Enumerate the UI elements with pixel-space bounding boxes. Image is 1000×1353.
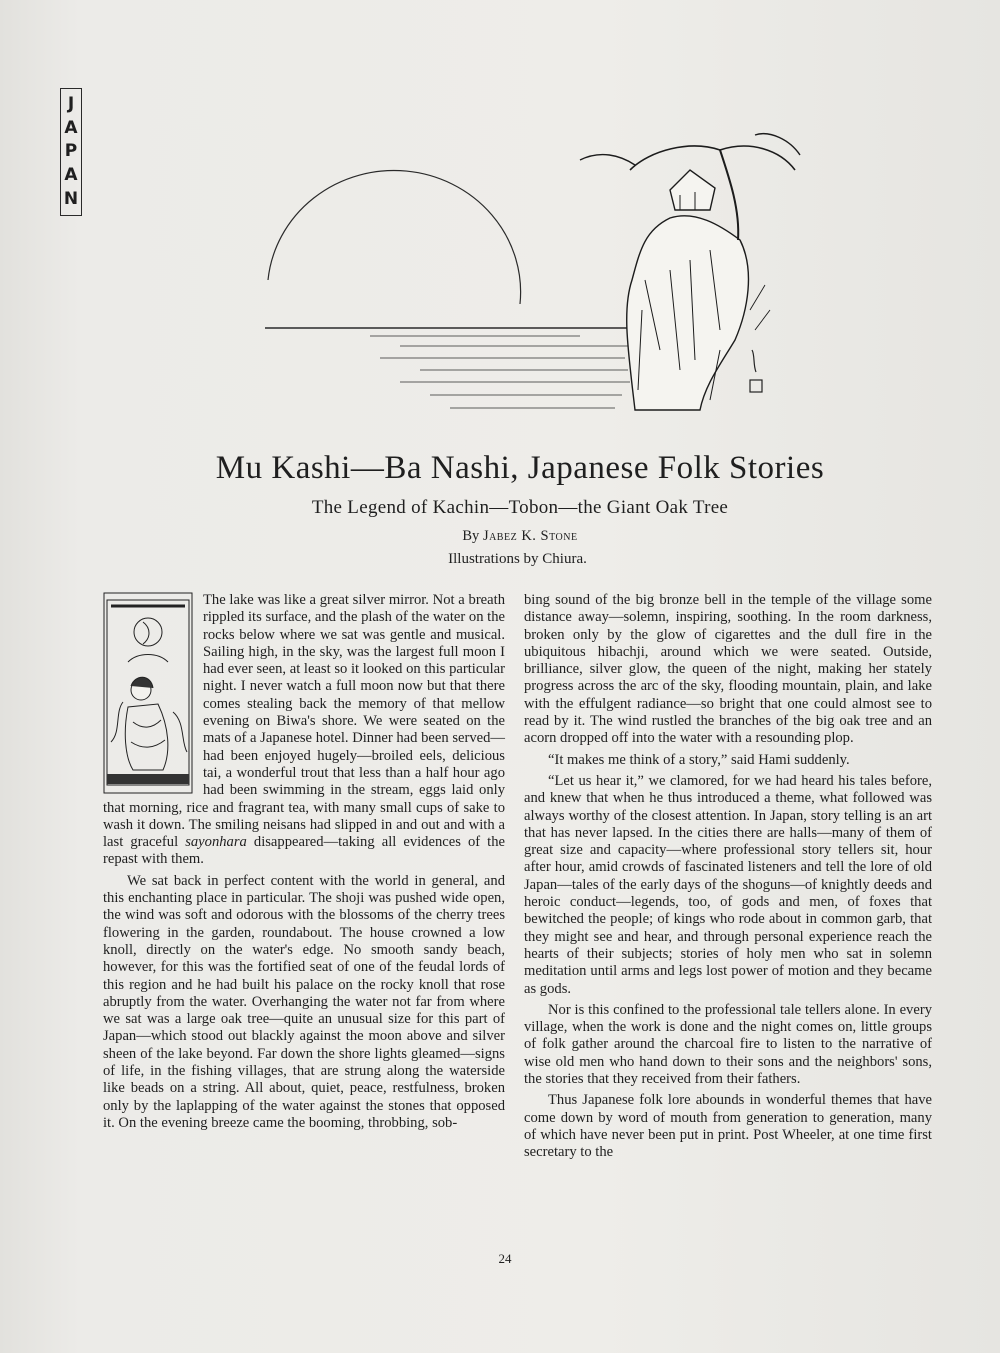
italic-word: sayonhara bbox=[185, 834, 247, 851]
tab-letter: A bbox=[64, 165, 78, 186]
paragraph: “Let us hear it,” we clamored, for we had heard his tales before, and knew that when he thus introduced a theme, what followed was always worthy of the closest attention. In Japan, story telling is an art that has never lapsed. In the cities there are halls—many of them of great size and capacity—where professional story tellers sit, hour after hour, amid crowds of fascinated listeners and tell the lore of old Japan—tales of the early days of the shoguns—of knightly deeds and heroic conduct—legends, too, of gods and men, of foxes that bewitched the people; of kings who rode about in common garb, that they might see and hear, and through personal experience reach the hearts of their subjects; stories of holy men who sat in solemn meditation until arms and legs lost power of motion and they became as gods. bbox=[524, 772, 932, 997]
article-subtitle: The Legend of Kachin—Tobon—the Giant Oak Tree bbox=[311, 497, 729, 518]
illustration-credit: Illustrations by Chiura. bbox=[448, 551, 587, 567]
author-name: Jabez K. Stone bbox=[482, 528, 578, 544]
left-column bbox=[103, 592, 505, 1132]
byline-prefix: By bbox=[462, 528, 480, 544]
artist-seal bbox=[750, 350, 762, 392]
cliff-with-hut bbox=[580, 134, 800, 410]
tab-letter: A bbox=[64, 117, 78, 138]
paragraph: Nor is this confined to the professional tale tellers alone. In every village, when the work is done and the night comes on, little groups of folk gather around the charcoal fire to listen to the narrative of wise old men who hand down to their sons and the neighbors' sons, the stories that they received from their fathers. bbox=[524, 1001, 932, 1088]
right-column bbox=[524, 592, 932, 1162]
tab-letter: N bbox=[63, 188, 79, 209]
tab-letter: J bbox=[67, 94, 75, 115]
section-tab-japan bbox=[60, 88, 82, 216]
page-number: 24 bbox=[498, 1251, 512, 1266]
paragraph: Thus Japanese folk lore abounds in wonderful themes that have come down by word of mouth from generation to generation, many of which have never been put in print. Post Wheeler, at one time first secretary to the bbox=[524, 1092, 932, 1161]
moonrise-cliff-illustration bbox=[250, 110, 810, 420]
paragraph: We sat back in perfect content with the world in general, and this enchanting place in particular. The shoji was pushed wide open, the wind was soft and odorous with the blossoms of the cherry trees flowering in the garden, roundabout. The house crowned a low knoll, directly on the water's edge. No smooth sandy beach, however, for this was the fortified seat of one of the feudal lords of this region and he had built his palace on the rocky knoll that rose abruptly from the water. Overhanging the water not far from where we sat was a large oak tree—quite an unusual size for this part of Japan—which stood out blackly against the moon above and silver sheen of the lake beyond. Far down the shore lights gleamed—signs of life, in the fishing villages, that are strung along the waterside like beads on a string. All about, quiet, peace, restfulness, broken only by the laplapping of the water against the stones that opposed it. On the evening breeze came the booming, throbbing, sob- bbox=[103, 872, 505, 1131]
paragraph: The lake was like a great silver mirror. Not a breath rippled its surface, and the plash of the water on the rocks below where we sat was gentle and musical. Sailing high, in the sky, was the largest full moon I had ever seen, at least so it looked on this particular night. I never watch a full moon now but that there comes stealing back the memory of that mellow evening on Biwa's shore. We were seated on the mats of a Japanese hotel. Dinner had been served—had been enjoyed hugely—broiled eels, delicious tai, a wonderful trout that less than a half hour ago had been swimming in the stream, eggs laid only that morning, rice and fragrant tea, with many small cups of sake to wash it down. The smiling neisans had slipped in and out and with a last graceful sayonhara disappeared—taking all evidences of the repast with them. bbox=[103, 592, 505, 868]
byline bbox=[0, 528, 1000, 545]
geisha-vignette-illustration bbox=[103, 592, 193, 794]
paragraph: bing sound of the big bronze bell in the temple of the village some distance away—solemn, inspiring, soothing. In the room darkness, broken only by the glow of cigarettes and the dull fire in the ubiquitous hibachji, around which we were seated. Outside, brilliance, silver glow, the queen of the night, making her stately progress across the arc of the sky, flooding mountain, plain, and lake with the effulgent radiance—so bright that one could almost see to read by it. The wind rustled the branches of the big oak tree and an acorn dropped off into the water with a resounding plop. bbox=[524, 592, 932, 747]
article-title: Mu Kashi—Ba Nashi, Japanese Folk Stories bbox=[215, 450, 825, 486]
moon-arc bbox=[268, 170, 521, 304]
tab-letter: P bbox=[64, 141, 78, 162]
paragraph: “It makes me think of a story,” said Hami suddenly. bbox=[548, 751, 850, 768]
